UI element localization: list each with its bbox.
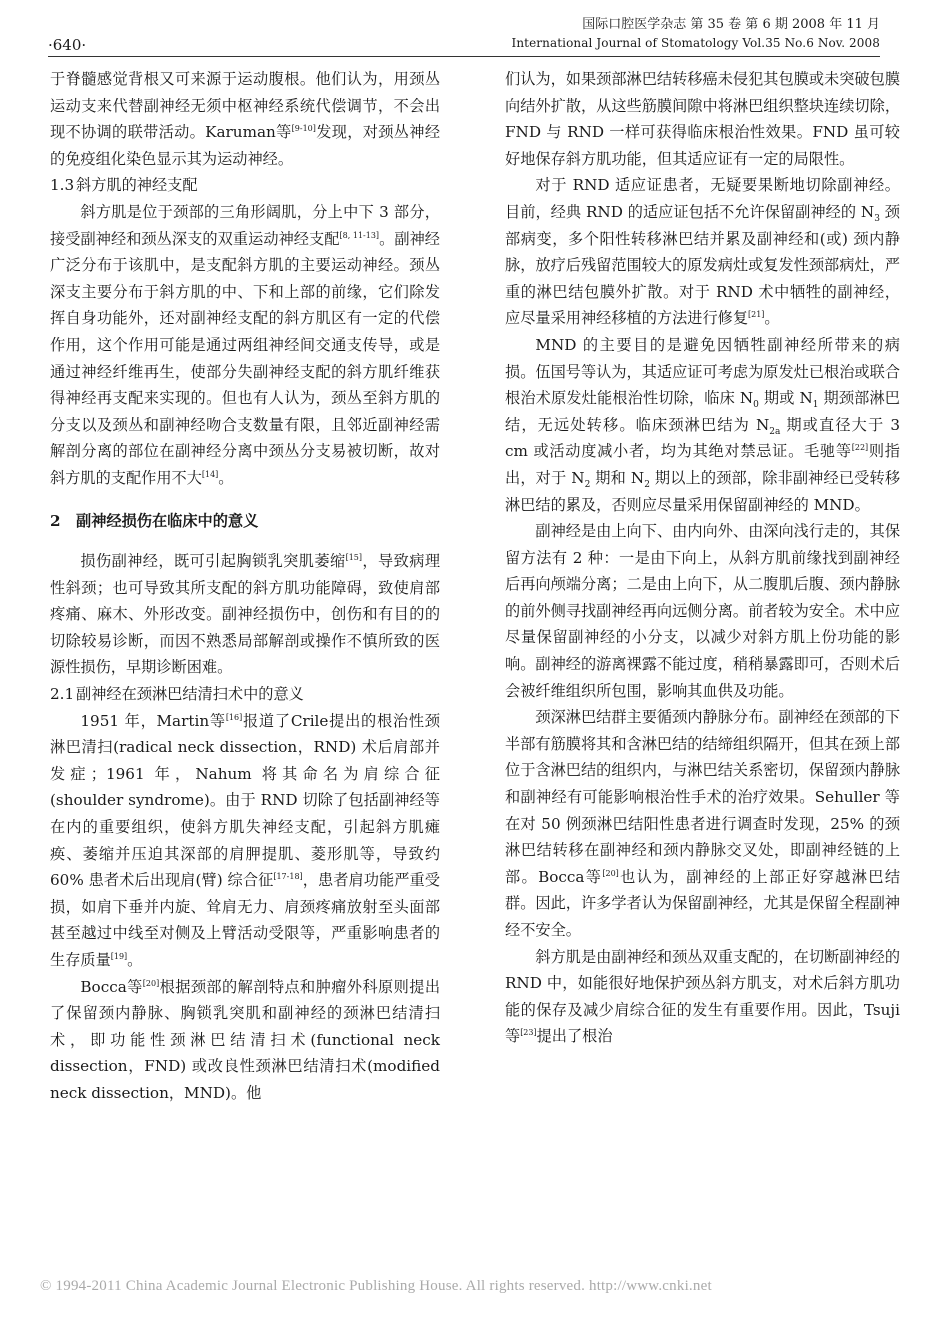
paragraph: 们认为，如果颈部淋巴结转移癌未侵犯其包膜或未突破包膜向结外扩散，从这些筋膜间隙中将淋巴组织整块连续切除，FND 与 RND 一样可获得临床根治性效果。FND 虽可较好地保存斜方肌功能，但其适应证有一定的局限性。 (505, 70, 900, 168)
right-column (505, 66, 900, 1050)
page-header (48, 14, 880, 57)
citation: [8, 11-13] (339, 230, 380, 240)
citation: [15] (345, 553, 363, 563)
section-heading-1-3: 1.3 斜方肌的神经支配 (50, 176, 198, 195)
section-heading-2-1: 2.1 副神经在颈淋巴结清扫术中的意义 (50, 685, 304, 704)
paragraph: MND 的主要目的是避免因牺牲副神经所带来的病损。伍国号等认为，其适应证可考虑为原发灶已根治或联合根治术原发灶能根治性切除，临床 $N_0$ 期或 $N_1$ 期颈部淋巴结，无远处转移。临床颈淋巴结为 $N_{2a}$ 期或直径大于 3 cm 或活动度减小者，均为其绝对禁忌证。毛驰等[22]则指出，对于 $N_2$ 期和 $N_2$ 期以上的颈部，除非副神经已受转移淋巴结的累及，否则应尽量采用保留副神经的 MND。 (505, 335, 901, 514)
paragraph: 于脊髓感觉背根又可来源于运动腹根。他们认为，用颈丛运动支来代替副神经无须中枢神经系统代偿调节，不会出现不协调的联带活动。Karuman等[9-10]发现，对颈丛神经的免疫组化染色显示其为运动神经。 (50, 70, 441, 168)
paragraph: 对于 RND 适应证患者，无疑要果断地切除副神经。目前，经典 RND 的适应证包括不允许保留副神经的 $N_3$ 颈部病变，多个阳性转移淋巴结并累及副神经和(或) 颈内静脉，放疗后残留范围较大的原发病灶或复发性颈部病灶，严重的淋巴结包膜外扩散。对于 RND 术中牺牲的副神经，应尽量采用神经移植的方法进行修复[21]。 (505, 176, 900, 328)
left-column (50, 66, 440, 1107)
paragraph: Bocca等[20]根据颈部的解剖特点和肿瘤外科原则提出了保留颈内静脉、胸锁乳突肌和副神经的颈淋巴结清扫术，即功能性颈淋巴结清扫术(functional neck dissection，FND) 或改良性颈淋巴结清扫术(modified neck dissection，MND)。他 (50, 977, 441, 1102)
section-heading-2: 2 副神经损伤在临床中的意义 (50, 511, 259, 530)
journal-title-en: International Journal of Stomatology Vol.35 No.6 Nov. 2008 (511, 36, 880, 50)
citation: [22] (851, 443, 869, 453)
page-number: ·640· (48, 36, 87, 54)
citation: [16] (225, 712, 243, 722)
paragraph: 1951 年，Martin等[16]报道了Crile提出的根治性颈淋巴清扫(radical neck dissection，RND) 术后肩部并发症；1961 年，Nahum 将其命名为肩综合征(shoulder syndrome)。由于 RND 切除了包括副神经等在内的重要组织，使斜方肌失神经支配，引起斜方肌瘫痪、萎缩并压迫其深部的肩胛提肌、菱形肌等，导致约 60% 患者术后出现肩(臂) 综合征[17-18]，患者肩功能严重受损，如肩下垂并内旋、耸肩无力、肩颈疼痛放射至头面部甚至越过中线至对侧及上臂活动受限等，严重影响患者的生存质量[19]。 (50, 711, 440, 969)
paragraph: 损伤副神经，既可引起胸锁乳突肌萎缩[15]，导致病理性斜颈；也可导致其所支配的斜方肌功能障碍，致使肩部疼痛、麻木、外形改变。副神经损伤中，创伤和有目的的切除较易诊断，而因不熟悉局部解剖或操作不慎所致的医源性损伤，早期诊断困难。 (50, 552, 441, 677)
paragraph: 斜方肌是由副神经和颈丛双重支配的，在切断副神经的 RND 中，如能很好地保护颈丛斜方肌支，对术后斜方肌功能的保存及减少肩综合征的发生有重要作用。因此，Tsuji等[23]提出了根治 (505, 947, 900, 1046)
citation: [14] (201, 469, 219, 479)
paragraph: 斜方肌是位于颈部的三角形阔肌，分上中下 3 部分，接受副神经和颈丛深支的双重运动神经支配[8, 11-13]。副神经广泛分布于该肌中，是支配斜方肌的主要运动神经。颈丛深支主要分布于斜方肌的中、下和上部的前缘，它们除发挥自身功能外，还对副神经支配的斜方肌区有一定的代偿作用，这个作用可能是通过两组神经间交通支传导，或是通过神经纤维再生，使部分失副神经支配的斜方肌纤维获得神经再支配来实现的。但也有人认为，颈丛至斜方肌的分支以及颈丛和副神经吻合支数量有限，且邻近副神经需解剖分离的部位在副神经分离中颈丛分支易被切断，故对斜方肌的支配作用不大[14]。 (50, 202, 440, 487)
citation: [9-10] (291, 124, 316, 134)
paragraph: 颈深淋巴结群主要循颈内静脉分布。副神经在颈部的下半部有筋膜将其和含淋巴结的结缔组织隔开，但其在颈上部位于含淋巴结的组织内，与淋巴结关系密切，保留颈内静脉和副神经有可能影响根治性手术的治疗效果。Sehuller 等在对 50 例颈淋巴结阳性患者进行调查时发现，25% 的颈淋巴结转移在副神经和颈内静脉交叉处，即副神经链的上部。Bocca等[20]也认为，副神经的上部正好穿越淋巴结群。因此，许多学者认为保留副神经，尤其是保留全程副神经不安全。 (505, 708, 901, 939)
paragraph: 副神经是由上向下、由内向外、由深向浅行走的，其保留方法有 2 种：一是由下向上，从斜方肌前缘找到副神经后再向颅端分离；二是由上向下，从二腹肌后腹、颈内静脉的前外侧寻找副神经再向远侧分离。前者较为安全。术中应尽量保留副神经的小分支，以减少对斜方肌上份功能的影响。副神经的游离裸露不能过度，稍稍暴露即可，否则术后会被纤维组织所包围，影响其血供及功能。 (505, 522, 900, 700)
citation: [21] (748, 310, 765, 320)
citation: [17-18] (273, 872, 303, 882)
journal-title-cn: 国际口腔医学杂志 第 35 卷 第 6 期 2008 年 11 月 (582, 17, 880, 32)
citation: [23] (520, 1028, 537, 1038)
journal-info (512, 16, 880, 52)
citation: [19] (110, 951, 128, 961)
copyright-footer: © 1994-2011 China Academic Journal Electronic Publishing House. All rights reserved. http://www.cnki.net (40, 1278, 712, 1294)
citation: [20] (142, 978, 160, 988)
citation: [20] (602, 868, 619, 878)
